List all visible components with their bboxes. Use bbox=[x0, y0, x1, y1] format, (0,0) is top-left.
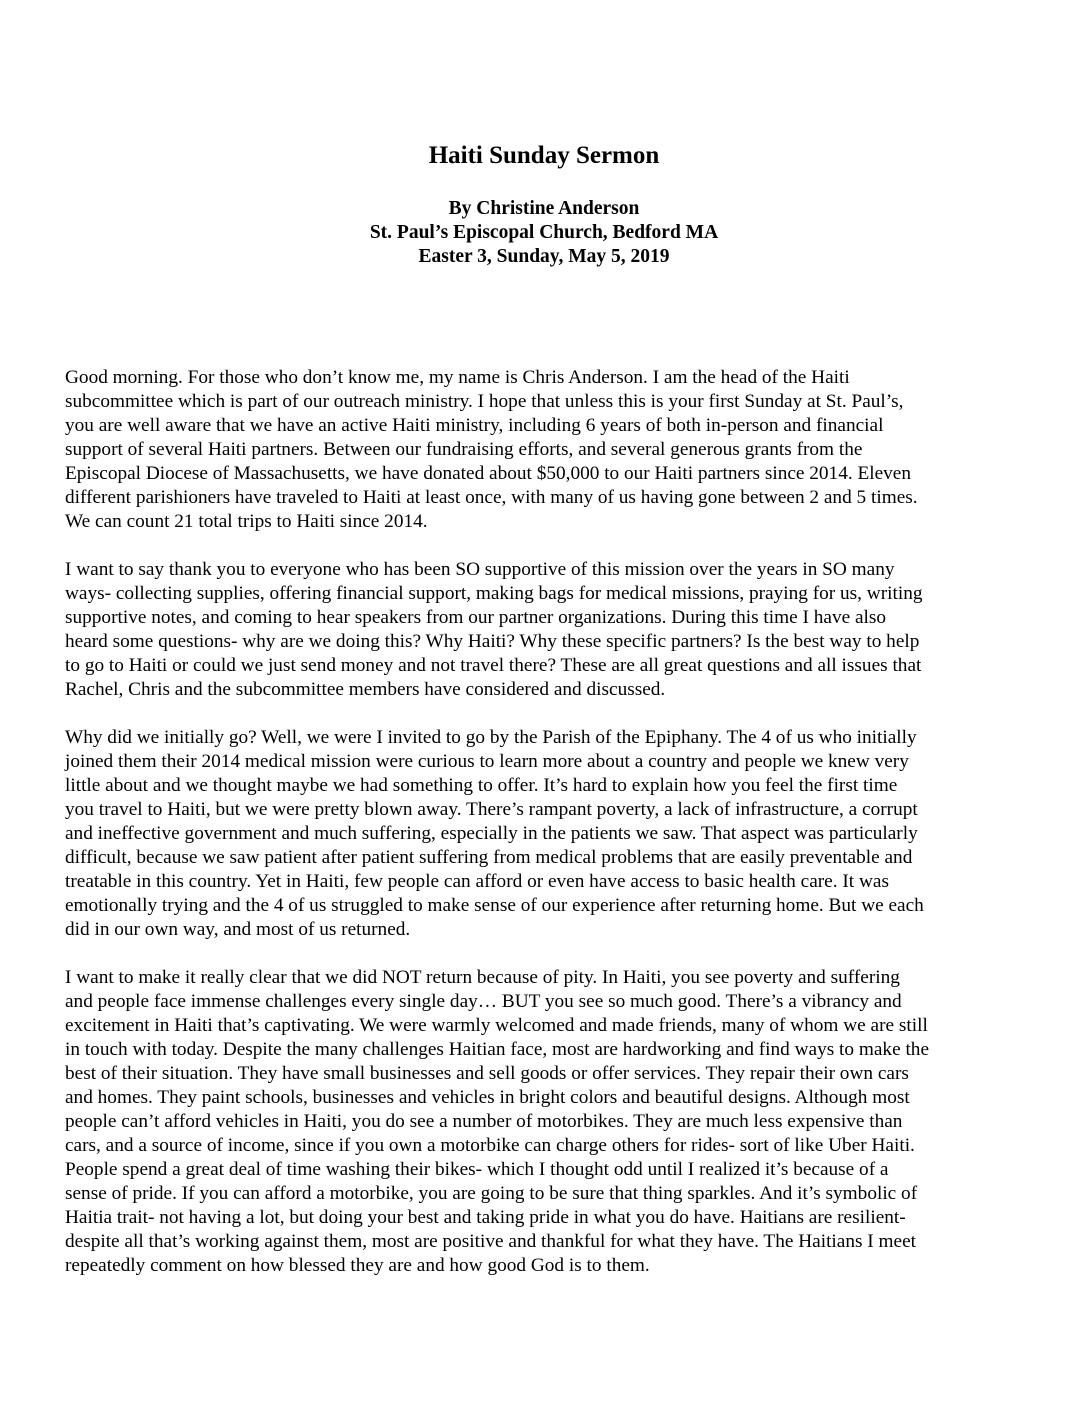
text-line: did in our own way, and most of us returned. bbox=[65, 919, 411, 940]
text-line: I want to make it really clear that we did NOT return because of pity. In Haiti, you see poverty and suffering bbox=[65, 967, 900, 988]
text-line: you are well aware that we have an active Haiti ministry, including 6 years of both in-person and financial bbox=[65, 415, 884, 436]
text-line: treatable in this country. Yet in Haiti, few people can afford or even have access to basic health care. It was bbox=[65, 871, 889, 892]
text-line: excitement in Haiti that’s captivating. We were warmly welcomed and made friends, many of whom we are still bbox=[65, 1015, 928, 1036]
text-line: subcommittee which is part of our outreach ministry. I hope that unless this is your first Sunday at St. Paul’s, bbox=[65, 391, 904, 412]
text-line: joined them their 2014 medical mission were curious to learn more about a country and people we knew very bbox=[65, 751, 909, 772]
text-line: despite all that’s working against them, most are positive and thankful for what they have. The Haitians I meet bbox=[65, 1231, 917, 1252]
text-line: different parishioners have traveled to Haiti at least once, with many of us having gone between 2 and 5 times. bbox=[65, 487, 918, 508]
paragraph bbox=[65, 366, 1029, 534]
paragraph bbox=[65, 726, 1029, 942]
text-line: Rachel, Chris and the subcommittee members have considered and discussed. bbox=[65, 679, 666, 700]
text-line: people can’t afford vehicles in Haiti, you do see a number of motorbikes. They are much less expensive than bbox=[65, 1111, 903, 1132]
text-line: heard some questions- why are we doing this? Why Haiti? Why these specific partners? Is the best way to help bbox=[65, 631, 920, 652]
text-line: in touch with today. Despite the many challenges Haitian face, most are hardworking and find ways to make the bbox=[65, 1039, 930, 1060]
text-line: you travel to Haiti, but we were pretty blown away. There’s rampant poverty, a lack of infrastructure, a corrupt bbox=[65, 799, 918, 820]
text-line: supportive notes, and coming to hear speakers from our partner organizations. During this time I have also bbox=[65, 607, 887, 628]
text-line: Episcopal Diocese of Massachusetts, we have donated about $50,000 to our Haiti partners since 2014. Eleven bbox=[65, 463, 912, 484]
text-line: Good morning. For those who don’t know me, my name is Chris Anderson. I am the head of the Haiti bbox=[65, 367, 850, 388]
sermon-body bbox=[65, 366, 1029, 1302]
text-line: and people face immense challenges every single day… BUT you see so much good. There’s a vibrancy and bbox=[65, 991, 902, 1012]
paragraph bbox=[65, 966, 1029, 1278]
text-line: and ineffective government and much suffering, especially in the patients we saw. That aspect was particularly bbox=[65, 823, 918, 844]
text-line: support of several Haiti partners. Between our fundraising efforts, and several generous grants from the bbox=[65, 439, 863, 460]
text-line: I want to say thank you to everyone who has been SO supportive of this mission over the years in SO many bbox=[65, 559, 895, 580]
text-line: Haitia trait- not having a lot, but doing your best and taking pride in what you do have. Haitians are resilient- bbox=[65, 1207, 906, 1228]
text-line: sense of pride. If you can afford a motorbike, you are going to be sure that thing sparkles. And it’s symbolic of bbox=[65, 1183, 918, 1204]
text-line: repeatedly comment on how blessed they are and how good God is to them. bbox=[65, 1255, 650, 1276]
text-line: little about and we thought maybe we had something to offer. It’s hard to explain how you feel the first time bbox=[65, 775, 898, 796]
date-line: Easter 3, Sunday, May 5, 2019 bbox=[418, 246, 670, 267]
text-line: We can count 21 total trips to Haiti since 2014. bbox=[65, 511, 428, 532]
text-line: to go to Haiti or could we just send money and not travel there? These are all great questions and all issues that bbox=[65, 655, 922, 676]
text-line: Why did we initially go? Well, we were I invited to go by the Parish of the Epiphany. The 4 of us who initially bbox=[65, 727, 917, 748]
text-line: People spend a great deal of time washing their bikes- which I thought odd until I realized it’s because of a bbox=[65, 1159, 889, 1180]
text-line: emotionally trying and the 4 of us struggled to make sense of our experience after returning home. But we each bbox=[65, 895, 924, 916]
text-line: and homes. They paint schools, businesses and vehicles in bright colors and beautiful designs. Although most bbox=[65, 1087, 910, 1108]
text-line: cars, and a source of income, since if you own a motorbike can charge others for rides- sort of like Uber Haiti. bbox=[65, 1135, 915, 1156]
byline-block bbox=[0, 197, 1088, 269]
paragraph bbox=[65, 558, 1029, 702]
document-title: Haiti Sunday Sermon bbox=[428, 142, 660, 169]
text-line: difficult, because we saw patient after patient suffering from medical problems that are easily preventable and bbox=[65, 847, 913, 868]
church-line: St. Paul’s Episcopal Church, Bedford MA bbox=[369, 222, 719, 243]
text-line: ways- collecting supplies, offering financial support, making bags for medical missions, praying for us, writing bbox=[65, 583, 923, 604]
author-line: By Christine Anderson bbox=[448, 198, 640, 219]
text-line: best of their situation. They have small businesses and sell goods or offer services. They repair their own cars bbox=[65, 1063, 909, 1084]
